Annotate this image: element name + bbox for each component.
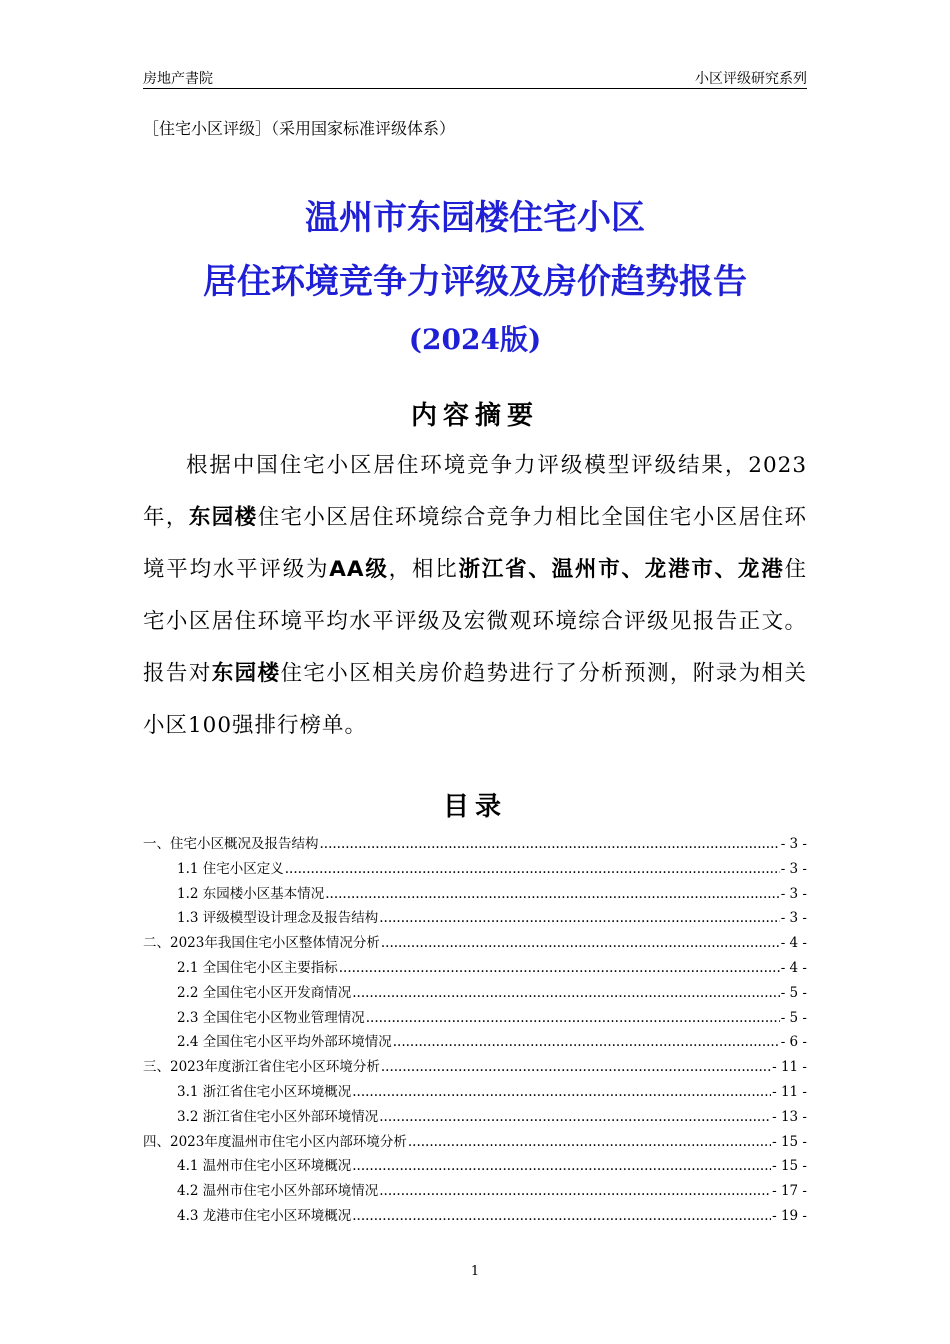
toc-leader-dots [352, 1084, 771, 1100]
toc-leader-dots [325, 886, 779, 902]
toc-entry-page: - 15 - [772, 1133, 807, 1150]
toc-entry[interactable] [143, 1105, 807, 1130]
toc-entry-label: 3.1 浙江省住宅小区环境概况 [177, 1083, 352, 1100]
report-title-line-1: 温州市东园楼住宅小区 [305, 198, 645, 238]
header-series: 小区评级研究系列 [695, 71, 807, 87]
toc-entry-page: - 15 - [772, 1158, 807, 1175]
toc-heading: 目录 [442, 792, 507, 822]
toc-entry-page: - 3 - [780, 885, 807, 902]
abstract-heading: 内容摘要 [410, 401, 539, 431]
toc-entry-page: - 11 - [772, 1059, 807, 1076]
toc-entry-label: 2.2 全国住宅小区开发商情况 [177, 984, 352, 1001]
abstract-text-2: 住宅小区居住环境综合竞争力相比全国住宅小区居住环境平均水平评级为 [143, 505, 807, 582]
toc-leader-dots [352, 1158, 771, 1174]
toc-entry-page: - 4 - [780, 935, 807, 952]
toc-entry-label: 2.3 全国住宅小区物业管理情况 [177, 1009, 365, 1026]
toc-leader-dots [393, 1034, 780, 1050]
abstract-text-1: 根据中国住宅小区居住环境竞争力评级模型评级结果，2023年， [143, 453, 807, 530]
toc-leader-dots [379, 1109, 771, 1125]
abstract-bold-rating: AA级 [329, 557, 389, 582]
toc-entry-label: 1.3 评级模型设计理念及报告结构 [177, 910, 379, 927]
toc-entry-page: - 5 - [780, 984, 807, 1001]
toc-entry[interactable] [143, 1006, 807, 1031]
toc-entry-label: 三、2023年度浙江省住宅小区环境分析 [143, 1059, 380, 1076]
abstract-text-3: ，相比 [388, 557, 459, 582]
toc-leader-dots [352, 1208, 771, 1224]
toc-entry-page: - 5 - [780, 1009, 807, 1026]
report-title-line-2: 居住环境竞争力评级及房价趋势报告 [203, 262, 747, 302]
toc-entry-label: 2.1 全国住宅小区主要指标 [177, 959, 338, 976]
toc-entry-page: - 3 - [780, 860, 807, 877]
toc-entry-label: 3.2 浙江省住宅小区外部环境情况 [177, 1108, 379, 1125]
toc-entry[interactable] [143, 931, 807, 956]
toc-entry-page: - 11 - [772, 1083, 807, 1100]
page-header [143, 66, 807, 89]
toc-entry-label: 一、住宅小区概况及报告结构 [143, 836, 319, 852]
toc-entry[interactable] [143, 1055, 807, 1080]
toc-entry-label: 4.3 龙港市住宅小区环境概况 [177, 1207, 352, 1224]
toc-entry[interactable] [143, 1030, 807, 1055]
toc-leader-dots [339, 960, 780, 976]
abstract-bold-community-2: 东园楼 [211, 661, 281, 686]
toc-entry-label: 四、2023年度温州市住宅小区内部环境分析 [143, 1133, 407, 1150]
toc-entry[interactable] [143, 906, 807, 931]
toc-leader-dots [285, 861, 780, 877]
toc-entry[interactable] [143, 832, 807, 857]
report-category-tag: ［住宅小区评级］（采用国家标准评级体系） [143, 119, 456, 138]
toc-entry-page: - 19 - [772, 1207, 807, 1224]
toc-entry-page: - 3 - [780, 910, 807, 927]
toc-entry[interactable] [143, 857, 807, 882]
toc-entry-page: - 17 - [772, 1183, 807, 1200]
toc-entry-label: 2.4 全国住宅小区平均外部环境情况 [177, 1034, 392, 1051]
abstract-bold-community: 东园楼 [188, 505, 258, 530]
toc-entry[interactable] [143, 1130, 807, 1155]
toc-entry-page: - 3 - [780, 836, 807, 852]
toc-entry-label: 二、2023年我国住宅小区整体情况分析 [143, 935, 380, 952]
report-edition: (2024版) [408, 323, 542, 356]
toc-entry[interactable] [143, 956, 807, 981]
toc-leader-dots [381, 935, 780, 951]
toc-entry[interactable] [143, 981, 807, 1006]
toc-leader-dots [408, 1134, 771, 1150]
toc-entry[interactable] [143, 1179, 807, 1204]
abstract-bold-regions: 浙江省、温州市、龙港市、龙港 [458, 557, 785, 582]
abstract-text-5: 住宅小区相关房价趋势进行了分析预测，附录为相关小区100强排行榜单。 [143, 661, 807, 738]
abstract-paragraph [143, 440, 807, 752]
toc-entry-page: - 13 - [772, 1108, 807, 1125]
toc-entry-label: 4.2 温州市住宅小区外部环境情况 [177, 1183, 379, 1200]
toc-entry-label: 1.2 东园楼小区基本情况 [177, 885, 325, 902]
toc-leader-dots [379, 910, 779, 926]
toc-entry-label: 1.1 住宅小区定义 [177, 860, 284, 877]
header-publisher: 房地产書院 [143, 71, 213, 87]
toc-entry[interactable] [143, 1204, 807, 1229]
page-number: 1 [470, 1264, 480, 1279]
toc-entry[interactable] [143, 882, 807, 907]
toc-leader-dots [381, 1059, 771, 1075]
toc-entry-label: 4.1 温州市住宅小区环境概况 [177, 1158, 352, 1175]
abstract-text-4: 住宅小区居住环境平均水平评级及宏微观环境综合评级见报告正文。报告对 [143, 557, 807, 686]
toc-leader-dots [352, 985, 779, 1001]
toc-entry[interactable] [143, 1080, 807, 1105]
toc-entry-page: - 6 - [780, 1034, 807, 1051]
toc-entry-page: - 4 - [780, 959, 807, 976]
toc-leader-dots [366, 1010, 780, 1026]
toc-entry[interactable] [143, 1154, 807, 1179]
table-of-contents [143, 832, 807, 1229]
toc-leader-dots [320, 836, 780, 852]
toc-leader-dots [379, 1183, 771, 1199]
